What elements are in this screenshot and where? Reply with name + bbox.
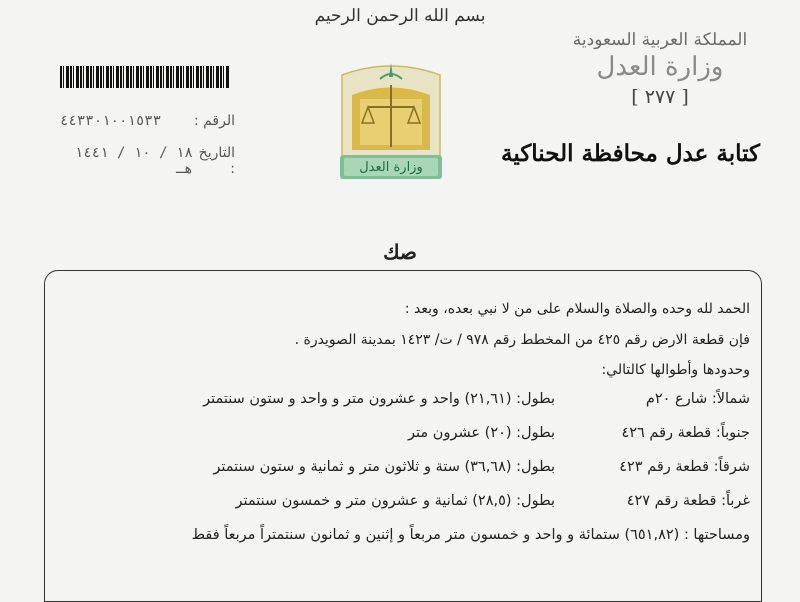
reference-number-value: ٤٤٣٣٠١٠٠١٥٣٣ bbox=[60, 113, 162, 129]
boundary-row-south bbox=[56, 416, 750, 450]
issue-date-label: التاريخ : bbox=[198, 145, 235, 177]
barcode bbox=[60, 66, 230, 88]
issue-date-value: ١٨ / ١٠ / ١٤٤١ هـ bbox=[74, 145, 193, 177]
kingdom-name: المملكة العربية السعودية bbox=[572, 30, 748, 50]
boundary-row-east bbox=[56, 450, 750, 484]
boundary-length: بطول: (٢١,٦١) واحد و عشرون متر و واحد و ستون سنتمتر bbox=[203, 391, 555, 407]
emblem-caption: وزارة العدل bbox=[359, 160, 423, 175]
reference-number bbox=[60, 113, 235, 129]
boundary-row-west bbox=[56, 484, 750, 518]
boundary-length: بطول: (٢٠) عشرون متر bbox=[408, 425, 555, 441]
boundary-direction: جنوباً: قطعة رقم ٤٢٦ bbox=[621, 425, 750, 441]
boundary-direction: غرباً: قطعة رقم ٤٢٧ bbox=[626, 493, 750, 509]
issue-date bbox=[60, 145, 235, 177]
reference-number-label: الرقم : bbox=[193, 113, 235, 129]
boundary-direction: شمالاً: شارع ٢٠م bbox=[645, 391, 750, 407]
ministry-name: وزارة العدل bbox=[596, 52, 724, 82]
basmala: بسم الله الرحمن الرحيم bbox=[314, 6, 486, 26]
document-body bbox=[56, 298, 750, 547]
boundary-length: بطول: (٢٨,٥) ثمانية و عشرون متر و خمسون سنتمتر bbox=[235, 493, 555, 509]
parcel-line: فإن قطعة الارض رقم ٤٢٥ من المخطط رقم ٩٧٨ / ت/ ١٤٢٣ بمدينة الصويدرة . bbox=[294, 332, 750, 348]
boundaries-intro: وحدودها وأطوالها كالتالي: bbox=[601, 362, 750, 378]
document-number: [ ٢٧٧ ] bbox=[631, 86, 689, 108]
notary-office-name: كتابة عدل محافظة الحناكية bbox=[501, 140, 760, 167]
document-title: صك bbox=[383, 240, 417, 264]
opening-line: الحمد لله وحده والصلاة والسلام على من لا نبي بعده، وبعد : bbox=[404, 301, 750, 317]
ministry-header bbox=[560, 30, 760, 108]
boundary-direction: شرقاً: قطعة رقم ٤٢٣ bbox=[619, 459, 750, 475]
boundary-row-north bbox=[56, 382, 750, 416]
boundary-length: بطول: (٣٦,٦٨) ستة و ثلاثون متر و ثمانية و ستون سنتمتر bbox=[213, 459, 555, 475]
area-line: ومساحتها : (٦٥١,٨٢) ستمائة و واحد و خمسون متر مربعاً و إثنين و ثمانون سنتمتراً مربعاً فقط bbox=[191, 527, 750, 543]
